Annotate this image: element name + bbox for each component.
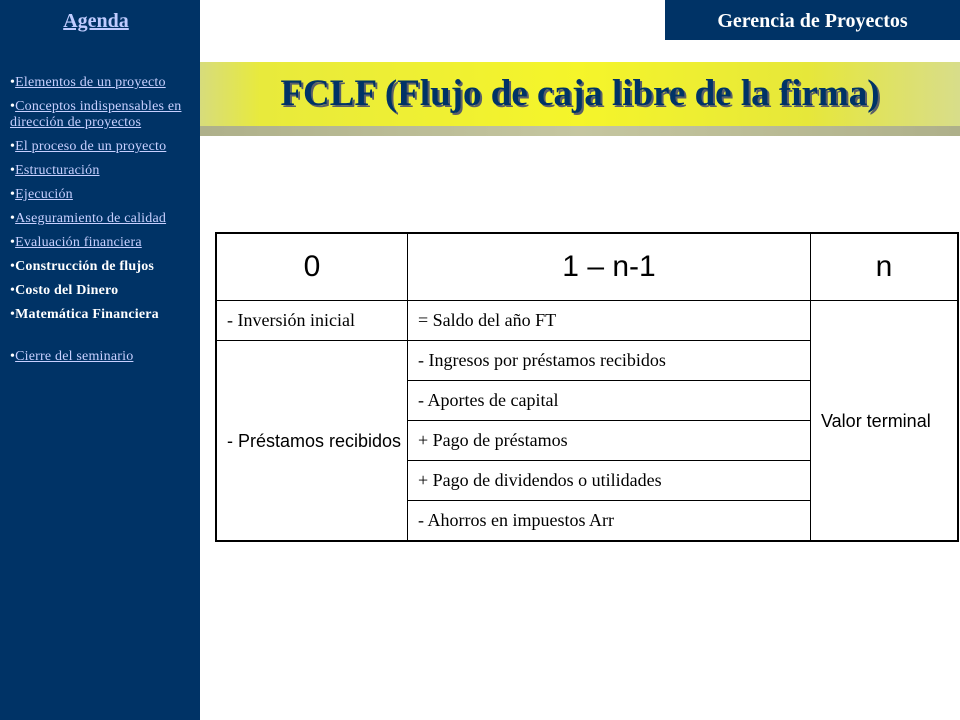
cell-pago-prestamos: + Pago de préstamos: [408, 421, 811, 461]
header-badge: Gerencia de Proyectos: [665, 0, 960, 40]
cell-inversion-inicial: - Inversión inicial: [216, 301, 408, 341]
cell-aportes-capital: - Aportes de capital: [408, 381, 811, 421]
menu-item-aseguramiento[interactable]: •Aseguramiento de calidad: [10, 211, 167, 226]
menu-item-elementos[interactable]: •Elementos de un proyecto: [10, 75, 166, 90]
header-cell-1: 1 – n-1: [408, 233, 811, 301]
cell-pago-dividendos: + Pago de dividendos o utilidades: [408, 461, 811, 501]
cell-ingresos-prestamos: - Ingresos por préstamos recibidos: [408, 341, 811, 381]
table-header-row: [216, 233, 958, 301]
cell-ahorros-impuestos: - Ahorros en impuestos Arr: [408, 501, 811, 542]
agenda-menu: [10, 75, 196, 373]
menu-item-costo: •Costo del Dinero: [10, 283, 119, 298]
header-cell-0: 0: [216, 233, 408, 301]
cash-flow-table: [215, 232, 959, 542]
menu-item-construccion: •Construcción de flujos: [10, 259, 155, 274]
cell-prestamos-recibidos: - Préstamos recibidos: [216, 341, 408, 542]
cell-saldo: = Saldo del año FT: [408, 301, 811, 341]
menu-item-conceptos[interactable]: •Conceptos indispensables en dirección de proyectos: [10, 99, 182, 130]
page-title: FCLF (Flujo de caja libre de la firma): [280, 73, 880, 114]
agenda-link[interactable]: Agenda: [63, 10, 129, 32]
menu-item-cierre[interactable]: •Cierre del seminario: [10, 349, 134, 364]
table-row: [216, 301, 958, 341]
sidebar: [0, 0, 200, 720]
menu-item-evaluacion[interactable]: •Evaluación financiera: [10, 235, 142, 250]
menu-item-matematica: •Matemática Financiera: [10, 307, 159, 322]
menu-item-proceso[interactable]: •El proceso de un proyecto: [10, 139, 167, 154]
menu-item-estructuracion[interactable]: •Estructuración: [10, 163, 100, 178]
menu-item-ejecucion[interactable]: •Ejecución: [10, 187, 73, 202]
cell-valor-terminal: Valor terminal: [811, 301, 959, 542]
header-cell-2: n: [811, 233, 959, 301]
